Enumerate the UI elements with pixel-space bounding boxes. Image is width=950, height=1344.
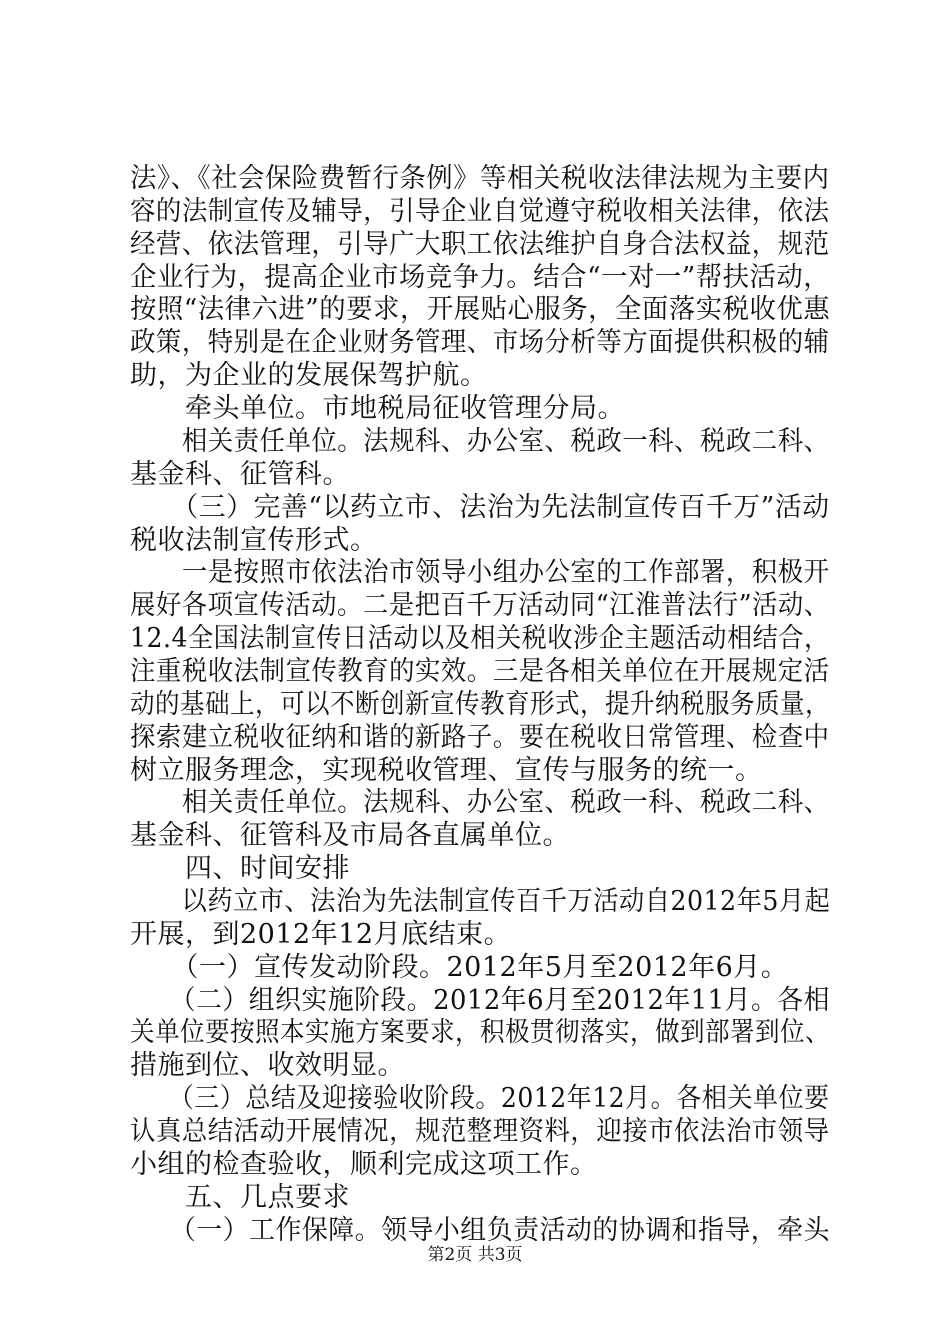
body-text-line: 动的基础上，可以不断创新宣传教育形式，提升纳税服务质量， [130, 689, 831, 720]
body-text-line: 措施到位、收效明显。 [130, 1050, 405, 1081]
section-heading: 税收法制宣传形式。 [130, 525, 378, 556]
body-text-line: 开展，到2012年12月底结束。 [130, 919, 512, 950]
section-heading: 五、几点要求 [130, 1182, 350, 1213]
body-text-line: 牵头单位。市地税局征收管理分局。 [130, 393, 625, 424]
body-text-line: 容的法制宣传及辅导，引导企业自觉遵守税收相关法律，依法 [130, 196, 830, 227]
body-text-line: （二）组织实施阶段。2012年6月至2012年11月。各相 [130, 985, 830, 1016]
body-text-line: 助，为企业的发展保驾护航。 [130, 360, 488, 391]
body-text-line: 树立服务理念，实现税收管理、宣传与服务的统一。 [130, 755, 763, 786]
body-text-line: 法》、《社会保险费暂行条例》等相关税收法律法规为主要内 [130, 163, 830, 194]
body-text-line: 企业行为，提高企业市场竞争力。结合“一对一”帮扶活动， [130, 262, 831, 293]
section-heading: 四、时间安排 [130, 853, 350, 884]
body-text-line: 探索建立税收征纳和谐的新路子。要在税收日常管理、检查中 [130, 722, 830, 753]
body-text-line: （一）宣传发动阶段。2012年5月至2012年6月。 [130, 952, 789, 983]
body-text-line: （三）总结及迎接验收阶段。2012年12月。各相关单位要 [130, 1083, 830, 1114]
page-number-footer: 第2页 共3页 [427, 1245, 523, 1265]
body-text-line: 基金科、征管科及市局各直属单位。 [130, 820, 570, 851]
body-text-line: 政策，特别是在企业财务管理、市场分析等方面提供积极的辅 [130, 327, 830, 358]
body-text-line: 关单位要按照本实施方案要求，积极贯彻落实，做到部署到位、 [130, 1017, 831, 1048]
body-text-line: 经营、依法管理，引导广大职工依法维护自身合法权益，规范 [130, 229, 830, 260]
body-text-line: 相关责任单位。法规科、办公室、税政一科、税政二科、 [130, 787, 830, 818]
body-text-line: 一是按照市依法治市领导小组办公室的工作部署，积极开 [130, 557, 830, 588]
body-text-line: （一）工作保障。领导小组负责活动的协调和指导，牵头 [130, 1215, 830, 1246]
body-text-line: 注重税收法制宣传教育的实效。三是各相关单位在开展规定活 [130, 656, 830, 687]
body-text-line: 相关责任单位。法规科、办公室、税政一科、税政二科、 [130, 426, 830, 457]
body-text-line: 展好各项宣传活动。二是把百千万活动同“江淮普法行”活动、 [130, 590, 830, 621]
body-text-line: 以药立市、法治为先法制宣传百千万活动自2012年5月起 [130, 886, 831, 917]
body-text-line: 小组的检查验收，顺利完成这项工作。 [130, 1149, 598, 1180]
body-text-line: 认真总结活动开展情况，规范整理资料，迎接市依法治市领导 [130, 1116, 830, 1147]
body-text-line: 基金科、征管科。 [130, 459, 350, 490]
section-heading: （三）完善“以药立市、法治为先法制宣传百千万”活动 [130, 492, 830, 523]
body-text-line: 按照“法律六进”的要求，开展贴心服务，全面落实税收优惠 [130, 294, 831, 325]
body-text-line: 12.4全国法制宣传日活动以及相关税收涉企主题活动相结合， [130, 623, 830, 654]
